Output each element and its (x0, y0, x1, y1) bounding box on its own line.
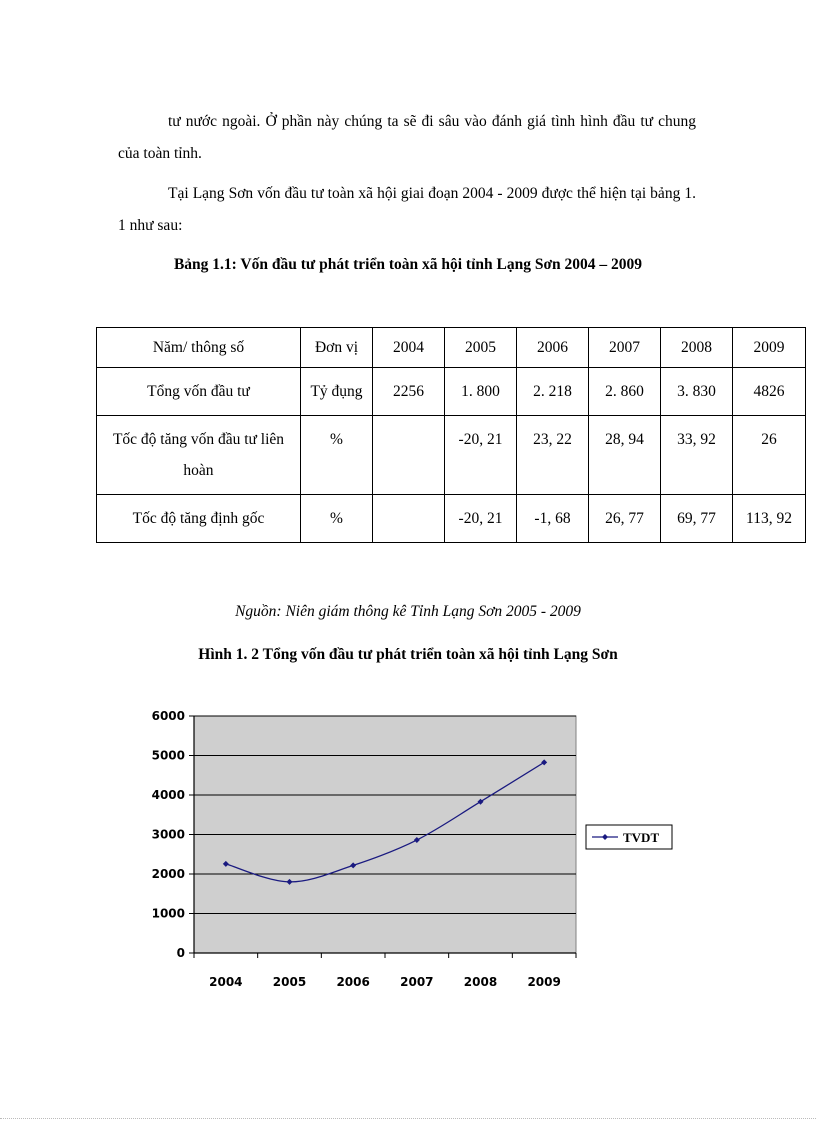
investment-table (96, 327, 806, 543)
table-header-row (97, 328, 806, 368)
table-cell: 26, 77 (589, 495, 661, 543)
table-cell: 26 (733, 416, 806, 495)
table-cell: 2. 860 (589, 368, 661, 416)
paragraph-2: Tại Lạng Sơn vốn đầu tư toàn xã hội giai đoạn 2004 - 2009 được thể hiện tại bảng 1. 1 như sau: (118, 185, 696, 234)
x-tick-label: 2005 (272, 975, 307, 989)
x-tick-label: 2007 (400, 975, 434, 989)
table-cell: 2. 218 (517, 368, 589, 416)
y-tick-label: 6000 (151, 709, 185, 723)
table-cell: -1, 68 (517, 495, 589, 543)
header-cell: 2005 (445, 328, 517, 368)
table-row (97, 416, 806, 495)
header-cell: 2009 (733, 328, 806, 368)
source-note: Nguồn: Niên giám thông kê Tỉnh Lạng Sơn 2005 - 2009 (235, 603, 581, 620)
table-cell (373, 495, 445, 543)
table-row (97, 368, 806, 416)
table-caption: Bảng 1.1: Vốn đầu tư phát triển toàn xã hội tỉnh Lạng Sơn 2004 – 2009 (173, 256, 643, 273)
table-cell: 33, 92 (661, 416, 733, 495)
header-cell: Năm/ thông số (97, 328, 301, 368)
header-cell: 2007 (589, 328, 661, 368)
table-cell: 69, 77 (661, 495, 733, 543)
y-tick-label: 2000 (151, 867, 185, 881)
legend-label: TVDT (623, 830, 660, 845)
x-tick-label: 2008 (463, 975, 498, 989)
investment-line-chart (130, 700, 690, 1000)
table-cell: 4826 (733, 368, 806, 416)
header-cell: 2004 (373, 328, 445, 368)
table-cell: % (301, 495, 373, 543)
table-cell: 23, 22 (517, 416, 589, 495)
x-tick-label: 2006 (336, 975, 370, 989)
header-cell: Đơn vị (301, 328, 373, 368)
table-cell: 28, 94 (589, 416, 661, 495)
table-cell: Tốc độ tăng định gốc (97, 495, 301, 543)
y-tick-label: 4000 (151, 788, 185, 802)
table-cell: 3. 830 (661, 368, 733, 416)
table-cell (373, 416, 445, 495)
paragraph-1: tư nước ngoài. Ở phần này chúng ta sẽ đi sâu vào đánh giá tình hình đầu tư chung của toàn tỉnh. (118, 113, 696, 162)
table-cell: Tổng vốn đầu tư (97, 368, 301, 416)
table-row (97, 495, 806, 543)
x-tick-label: 2004 (209, 975, 243, 989)
x-tick-label: 2009 (527, 975, 561, 989)
figure-caption: Hình 1. 2 Tổng vốn đầu tư phát triển toàn xã hội tỉnh Lạng Sơn (198, 646, 618, 663)
table-cell: -20, 21 (445, 495, 517, 543)
header-cell: 2006 (517, 328, 589, 368)
page-bottom-rule (0, 1118, 816, 1119)
table-cell: -20, 21 (445, 416, 517, 495)
table-cell: 2256 (373, 368, 445, 416)
header-cell: 2008 (661, 328, 733, 368)
y-tick-label: 5000 (151, 748, 185, 763)
y-tick-label: 1000 (151, 906, 185, 921)
table-cell: 1. 800 (445, 368, 517, 416)
y-tick-label: 3000 (151, 827, 185, 842)
table-cell: Tỷ đụng (301, 368, 373, 416)
table-cell: % (301, 416, 373, 495)
table-cell: 113, 92 (733, 495, 806, 543)
table-cell: Tốc độ tăng vốn đầu tư liên hoàn (97, 416, 301, 495)
y-tick-label: 0 (176, 946, 185, 960)
